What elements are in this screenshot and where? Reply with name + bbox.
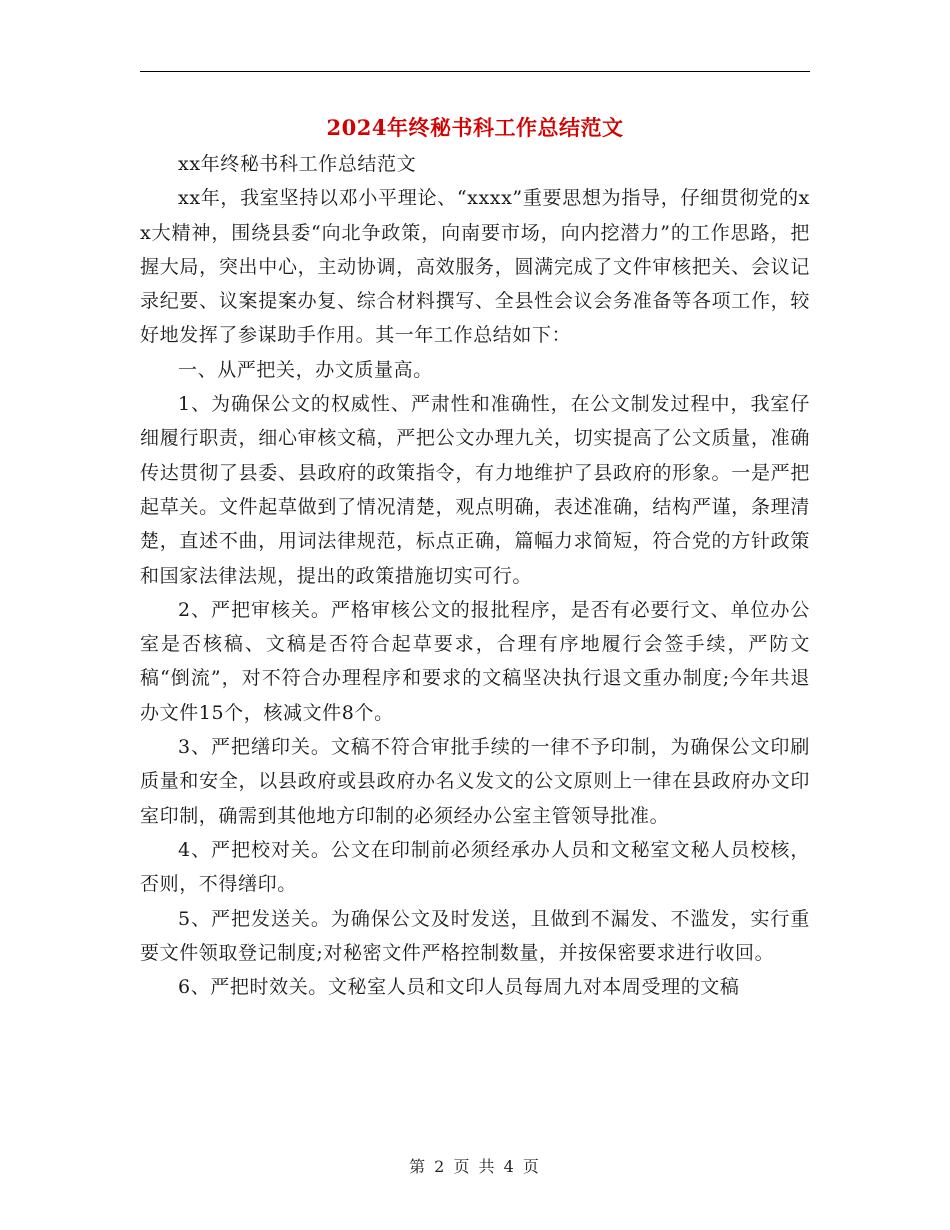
document-title: 2024年终秘书科工作总结范文	[326, 115, 624, 140]
header-rule	[140, 71, 810, 72]
paragraph-item-3: 3、严把缮印关。文稿不符合审批手续的一律不予印制，为确保公文印刷质量和安全，以县政府或县政府办名义发文的公文原则上一律在县政府办文印室印制，确需到其他地方印制的必须经办公室主管领导批准。	[140, 736, 810, 827]
paragraph-item-4: 4、严把校对关。公文在印制前必须经承办人员和文秘室文秘人员校核，否则，不得缮印。	[140, 838, 810, 896]
document-body	[140, 147, 810, 1004]
paragraph-item-1: 1、为确保公文的权威性、严肃性和准确性，在公文制发过程中，我室仔细履行职责，细心审核文稿，严把公文办理九关，切实提高了公文质量，准确传达贯彻了县委、县政府的政策指令，有力地维护了县政府的形象。一是严把起草关。文件起草做到了情况清楚，观点明确，表述准确，结构严谨，条理清楚，直述不曲，用词法律规范，标点正确，篇幅力求简短，符合党的方针政策和国家法律法规，提出的政策措施切实可行。	[140, 393, 810, 587]
paragraph-item-6: 6、严把时效关。文秘室人员和文印人员每周九对本周受理的文稿	[178, 976, 740, 999]
paragraph-subtitle: xx年终秘书科工作总结范文	[178, 153, 417, 175]
paragraph-section-heading: 一、从严把关，办文质量高。	[178, 358, 433, 381]
page-number-footer: 第 2 页 共 4 页	[409, 1157, 541, 1176]
paragraph-intro: xx年，我室坚持以邓小平理论、“xxxx”重要思想为指导，仔细贯彻党的xx大精神，围绕县委“向北争政策，向南要市场，向内挖潜力”的工作思路，把握大局，突出中心，主动协调，高效服务，圆满完成了文件审核把关、会议记录纪要、议案提案办复、综合材料撰写、全县性会议会务准备等各项工作，较好地发挥了参谋助手作用。其一年工作总结如下：	[140, 187, 810, 347]
paragraph-item-5: 5、严把发送关。为确保公文及时发送，且做到不漏发、不滥发，实行重要文件领取登记制度;对秘密文件严格控制数量，并按保密要求进行收回。	[140, 907, 810, 964]
paragraph-item-2: 2、严把审核关。严格审核公文的报批程序，是否有必要行文、单位办公室是否核稿、文稿是否符合起草要求，合理有序地履行会签手续，严防文稿“倒流”，对不符合办理程序和要求的文稿坚决执行退文重办制度;今年共退办文件15个，核减文件8个。	[140, 598, 810, 724]
